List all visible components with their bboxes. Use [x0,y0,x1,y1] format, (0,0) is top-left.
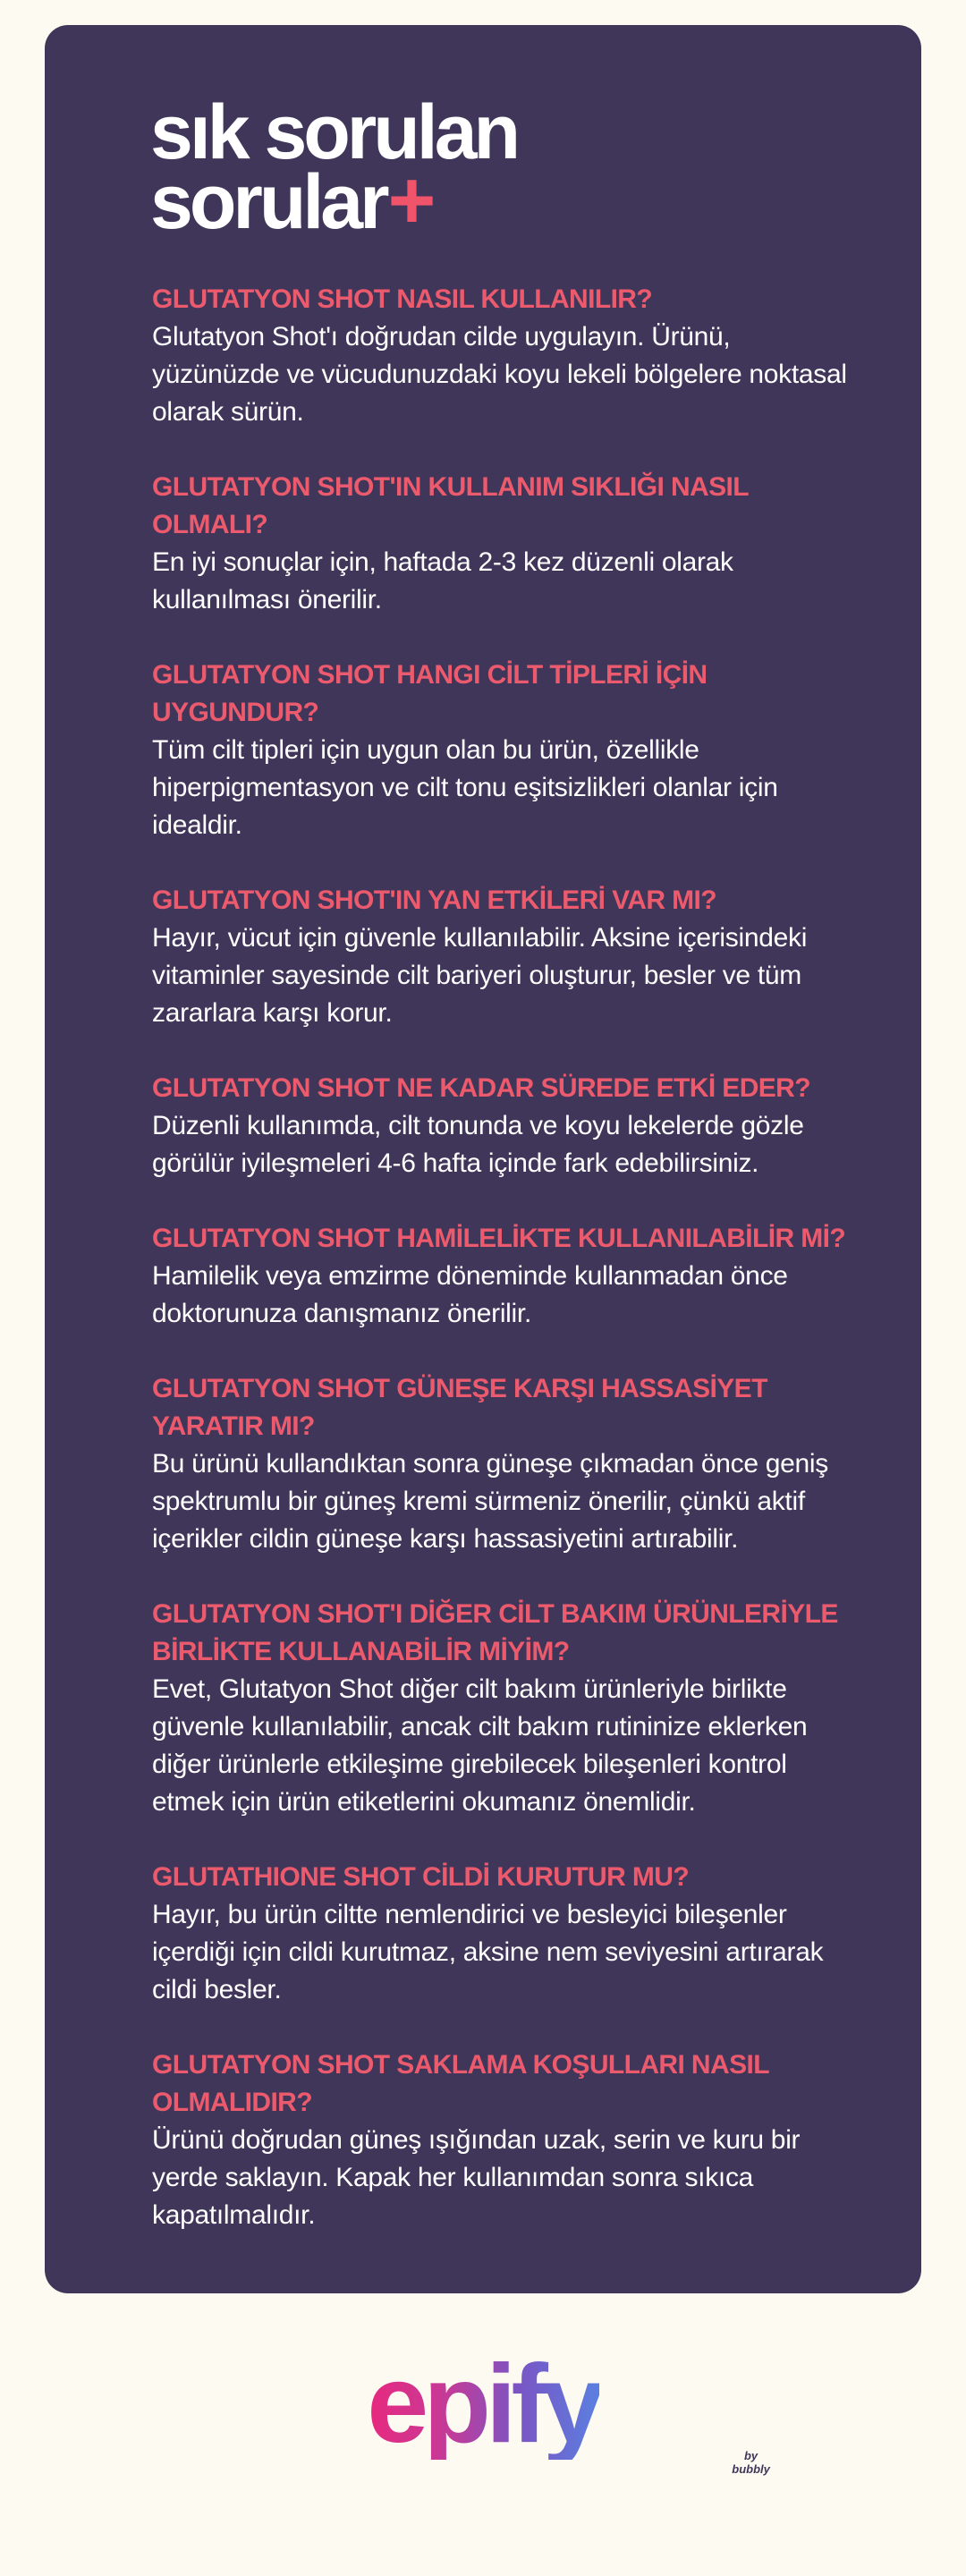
faq-item [152,882,860,1032]
faq-question: GLUTATYON SHOT SAKLAMA KOŞULLARI NASIL OLMALIDIR? [152,2050,769,2117]
faq-question: GLUTATYON SHOT NE KADAR SÜREDE ETKİ EDER? [152,1073,810,1103]
brand-logo [0,2343,966,2476]
faq-answer: Düzenli kullanımda, cilt tonunda ve koyu lekelerde gözle görülür iyileşmeleri 4-6 hafta içinde fark edebilirsiniz. [152,1111,804,1178]
faq-answer: Tüm cilt tipleri için uygun olan bu ürün, özellikle hiperpigmentasyon ve cilt tonu eşitsizlikleri olanlar için idealdir. [152,735,778,840]
faq-question: GLUTATYON SHOT GÜNEŞE KARŞI HASSASİYET YARATIR MI? [152,1374,767,1441]
faq-question: GLUTATYON SHOT NASIL KULLANILIR? [152,284,653,314]
faq-item [152,281,860,431]
faq-question: GLUTATYON SHOT'IN YAN ETKİLERİ VAR MI? [152,886,717,915]
logo-wordmark: epify [367,2343,599,2466]
faq-item [152,2046,860,2234]
title-line-2 [150,155,860,246]
faq-answer: En iyi sonuçlar için, haftada 2-3 kez düzenli olarak kullanılması önerilir. [152,547,733,614]
faq-item [152,1070,860,1182]
faq-question: GLUTATYON SHOT'IN KULLANIM SIKLIĞI NASIL OLMALI? [152,472,749,539]
title-line-1: sık sorulan [150,89,518,175]
faq-item [152,657,860,844]
faq-question: GLUTATHIONE SHOT CİLDİ KURUTUR MU? [152,1862,690,1892]
plus-icon: + [387,155,436,246]
faq-item [152,1220,860,1333]
faq-answer: Glutatyon Shot'ı doğrudan cilde uygulayın. Ürünü, yüzünüzde ve vücudunuzdaki koyu lekeli bölgelere noktasal olarak sürün. [152,322,847,427]
logo-wrapper [367,2343,770,2476]
faq-item [152,1859,860,2009]
faq-item [152,1370,860,1558]
page-title [150,89,860,246]
faq-list [107,281,860,2234]
faq-answer: Hayır, vücut için güvenle kullanılabilir. Aksine içerisindeki vitaminler sayesinde cilt bariyeri oluşturur, besler ve tüm zararlara karşı korur. [152,923,808,1028]
faq-answer: Bu ürünü kullandıktan sonra güneşe çıkmadan önce geniş spektrumlu bir güneş kremi sürmeniz önerilir, çünkü aktif içerikler cildin güneşe karşı hassasiyetini artırabilir. [152,1449,828,1554]
faq-question: GLUTATYON SHOT HANGI CİLT TİPLERİ İÇİN UYGUNDUR? [152,660,708,727]
faq-item [152,469,860,619]
faq-item [152,1596,860,1821]
faq-answer: Evet, Glutatyon Shot diğer cilt bakım ürünleriyle birlikte güvenle kullanılabilir, ancak cilt bakım rutininize eklerken diğer ürünlerle etkileşime girebilecek bileşenleri kontrol etmek için ürün etiketlerini okumanız önemlidir. [152,1674,808,1817]
faq-question: GLUTATYON SHOT HAMİLELİKTE KULLANILABİLİR Mİ? [152,1224,846,1253]
logo-tagline: by bubbly [732,2449,770,2476]
faq-answer: Hayır, bu ürün ciltte nemlendirici ve besleyici bileşenler içerdiği için cildi kurutmaz, aksine nem seviyesini artırarak cildi besler. [152,1900,824,2004]
faq-question: GLUTATYON SHOT'I DİĞER CİLT BAKIM ÜRÜNLERİYLE BİRLİKTE KULLANABİLİR MİYİM? [152,1599,838,1666]
faq-answer: Ürünü doğrudan güneş ışığından uzak, serin ve kuru bir yerde saklayın. Kapak her kullanımdan sonra sıkıca kapatılmalıdır. [152,2125,801,2230]
faq-card [45,25,921,2293]
title-line-2-text: sorular [150,159,386,245]
faq-answer: Hamilelik veya emzirme döneminde kullanmadan önce doktorunuza danışmanız önerilir. [152,1261,788,1328]
